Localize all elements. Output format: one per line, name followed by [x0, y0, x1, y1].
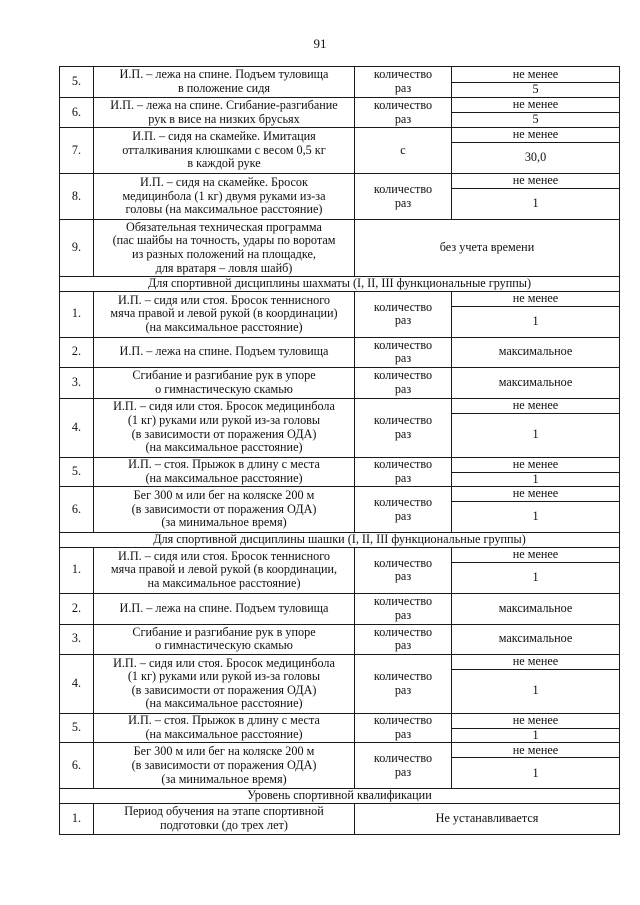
norm-value: 1 [452, 472, 620, 487]
page-number: 91 [313, 36, 327, 51]
table-row [60, 713, 620, 728]
exercise-description: И.П. – стоя. Прыжок в длину с места (на максимальное расстояние) [94, 713, 355, 743]
norm-value: 5 [452, 83, 620, 98]
norm-value: максимальное [452, 624, 620, 654]
row-number: 2. [60, 593, 94, 624]
table-row [60, 624, 620, 654]
exercise-description: И.П. – сидя на скамейке. Имитация отталкивания клюшками с весом 0,5 кг в каждой руке [94, 128, 355, 174]
exercise-description: И.П. – лежа на спине. Подъем туловища в положение сидя [94, 67, 355, 98]
row-number: 6. [60, 487, 94, 533]
table-row [60, 174, 620, 189]
norm-value: 1 [452, 413, 620, 457]
table-row [60, 487, 620, 502]
unit-of-measure: количество раз [355, 624, 452, 654]
norm-value: 30,0 [452, 143, 620, 174]
norm-value: 1 [452, 306, 620, 337]
unit-of-measure: количество раз [355, 713, 452, 743]
unit-of-measure: количество раз [355, 174, 452, 220]
row-number: 4. [60, 654, 94, 713]
row-number: 5. [60, 457, 94, 487]
table-row [60, 654, 620, 669]
table-row [60, 291, 620, 306]
unit-of-measure: количество раз [355, 654, 452, 713]
table-row [60, 743, 620, 758]
row-number: 3. [60, 367, 94, 398]
row-number: 6. [60, 98, 94, 128]
unit-of-measure: количество раз [355, 457, 452, 487]
exercise-description: Бег 300 м или бег на коляске 200 м (в зависимости от поражения ОДА) (за минимальное время) [94, 743, 355, 789]
norm-label: не менее [452, 547, 620, 562]
row-number: 4. [60, 398, 94, 457]
norm-label: не менее [452, 713, 620, 728]
norm-value: максимальное [452, 337, 620, 367]
section-row [60, 277, 620, 292]
norm-label: не менее [452, 174, 620, 189]
table-row [60, 128, 620, 143]
unit-of-measure: количество раз [355, 487, 452, 533]
row-number: 5. [60, 67, 94, 98]
exercise-description: И.П. – сидя или стоя. Бросок медицинбола (1 кг) руками или рукой из-за головы (в зависимости от поражения ОДА) (на максимальное расстояние) [94, 398, 355, 457]
norm-value: 1 [452, 502, 620, 533]
norm-value: максимальное [452, 367, 620, 398]
unit-of-measure: количество раз [355, 547, 452, 593]
table-row [60, 220, 620, 277]
section-heading: Для спортивной дисциплины шахматы (I, II, III функциональные группы) [60, 277, 620, 292]
norm-label: не менее [452, 743, 620, 758]
table-row [60, 803, 620, 834]
exercise-description: И.П. – сидя или стоя. Бросок теннисного мяча правой и левой рукой (в координации) (на максимальное расстояние) [94, 291, 355, 337]
exercise-description: И.П. – сидя на скамейке. Бросок медицинбола (1 кг) двумя руками из-за головы (на максимальное расстояние) [94, 174, 355, 220]
norm-value: 1 [452, 669, 620, 713]
norm-value: без учета времени [355, 220, 620, 277]
norm-label: не менее [452, 98, 620, 113]
row-number: 6. [60, 743, 94, 789]
norm-value: 5 [452, 113, 620, 128]
table-row [60, 398, 620, 413]
row-number: 1. [60, 291, 94, 337]
norm-label: не менее [452, 128, 620, 143]
norm-value: максимальное [452, 593, 620, 624]
exercise-description: Обязательная техническая программа (пас шайбы на точность, удары по воротам из разных положений на площадке, для вратаря – ловля шайб) [94, 220, 355, 277]
row-number: 5. [60, 713, 94, 743]
table-row [60, 67, 620, 83]
norm-label: не менее [452, 654, 620, 669]
table-row [60, 98, 620, 113]
table-row [60, 547, 620, 562]
norm-label: не менее [452, 67, 620, 83]
section-heading: Для спортивной дисциплины шашки (I, II, III функциональные группы) [60, 533, 620, 548]
exercise-description: Сгибание и разгибание рук в упоре о гимнастическую скамью [94, 367, 355, 398]
row-number: 9. [60, 220, 94, 277]
exercise-description: И.П. – сидя или стоя. Бросок теннисного мяча правой и левой рукой (в координации, на максимальное расстояние) [94, 547, 355, 593]
table-row [60, 593, 620, 624]
standards-table [59, 66, 620, 835]
exercise-description: Сгибание и разгибание рук в упоре о гимнастическую скамью [94, 624, 355, 654]
exercise-description: И.П. – сидя или стоя. Бросок медицинбола (1 кг) руками или рукой из-за головы (в зависимости от поражения ОДА) (на максимальное расстояние) [94, 654, 355, 713]
norm-value: 1 [452, 189, 620, 220]
exercise-description: И.П. – лежа на спине. Подъем туловища [94, 337, 355, 367]
unit-of-measure: количество раз [355, 743, 452, 789]
unit-of-measure: количество раз [355, 98, 452, 128]
row-number: 1. [60, 803, 94, 834]
norm-value: 1 [452, 758, 620, 789]
unit-of-measure: количество раз [355, 67, 452, 98]
exercise-description: И.П. – лежа на спине. Подъем туловища [94, 593, 355, 624]
table-row [60, 367, 620, 398]
table-row [60, 337, 620, 367]
unit-of-measure: количество раз [355, 291, 452, 337]
norm-label: не менее [452, 291, 620, 306]
unit-of-measure: с [355, 128, 452, 174]
exercise-description: Бег 300 м или бег на коляске 200 м (в зависимости от поражения ОДА) (за минимальное время) [94, 487, 355, 533]
exercise-description: И.П. – стоя. Прыжок в длину с места (на максимальное расстояние) [94, 457, 355, 487]
section-row [60, 789, 620, 804]
row-number: 8. [60, 174, 94, 220]
row-number: 7. [60, 128, 94, 174]
norm-label: не менее [452, 487, 620, 502]
section-heading: Уровень спортивной квалификации [60, 789, 620, 804]
table-row [60, 457, 620, 472]
row-number: 3. [60, 624, 94, 654]
norm-label: не менее [452, 398, 620, 413]
norm-value: 1 [452, 562, 620, 593]
norm-value: Не устанавливается [355, 803, 620, 834]
unit-of-measure: количество раз [355, 593, 452, 624]
standards-table-body [60, 67, 620, 835]
unit-of-measure: количество раз [355, 398, 452, 457]
section-row [60, 533, 620, 548]
norm-value: 1 [452, 728, 620, 743]
unit-of-measure: количество раз [355, 367, 452, 398]
row-number: 2. [60, 337, 94, 367]
exercise-description: И.П. – лежа на спине. Сгибание-разгибание рук в висе на низких брусьях [94, 98, 355, 128]
unit-of-measure: количество раз [355, 337, 452, 367]
norm-label: не менее [452, 457, 620, 472]
exercise-description: Период обучения на этапе спортивной подготовки (до трех лет) [94, 803, 355, 834]
row-number: 1. [60, 547, 94, 593]
